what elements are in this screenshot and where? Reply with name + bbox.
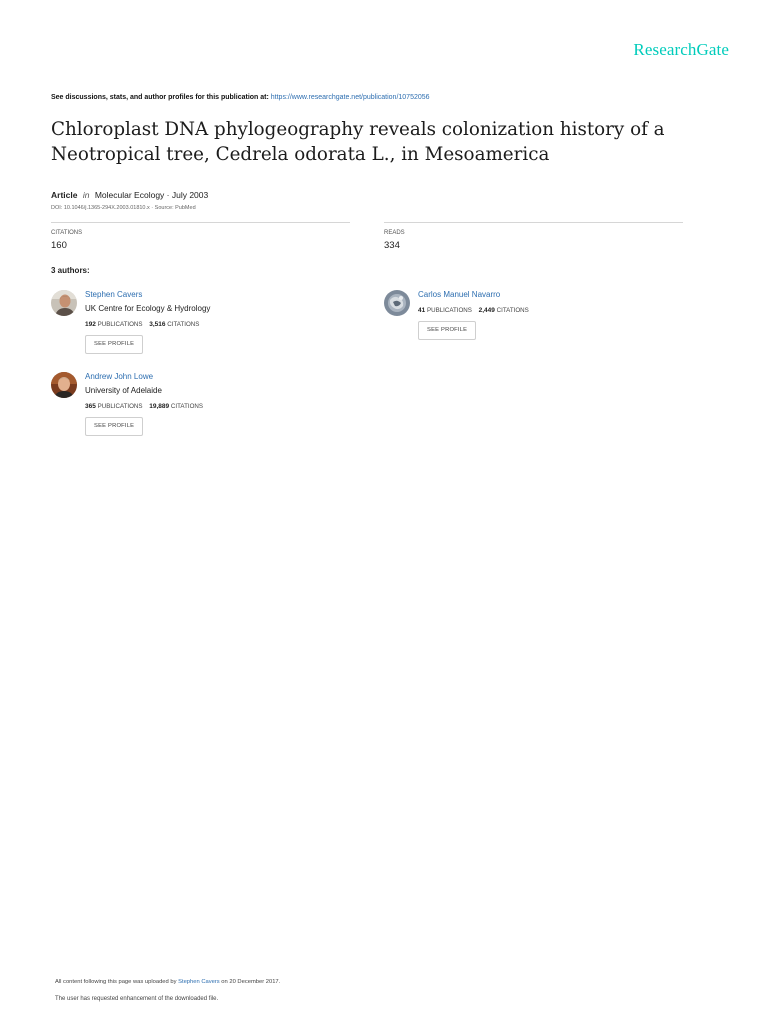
citations-label: CITATIONS: [167, 321, 200, 328]
publications-label: PUBLICATIONS: [97, 403, 143, 410]
citation-count: 2,449: [478, 307, 495, 314]
reads-label: READS: [384, 230, 405, 236]
publication-count: 41: [418, 307, 426, 314]
discussion-label: See discussions, stats, and author profiles for this publication at:: [51, 94, 271, 101]
reads-count: 334: [384, 240, 400, 251]
citation-count: 19,889: [149, 403, 170, 410]
upload-note: [55, 979, 280, 985]
avatar[interactable]: [51, 372, 77, 398]
author-info: [418, 290, 529, 340]
uploader-link[interactable]: Stephen Cavers: [178, 979, 220, 985]
publication-type: Article: [51, 190, 78, 200]
journal-date: Molecular Ecology · July 2003: [94, 190, 209, 200]
publication-count: 365: [85, 403, 96, 410]
citation-count: 3,516: [149, 321, 166, 328]
author-stats: [85, 320, 210, 329]
author-name[interactable]: Andrew John Lowe: [85, 372, 154, 381]
author-stats: [85, 402, 203, 411]
publication-title: Chloroplast DNA phylogeography reveals colonization history of a Neotropical tree, Cedrela odorata L., in Mesoamerica: [51, 119, 665, 165]
author-name[interactable]: Carlos Manuel Navarro: [418, 290, 501, 299]
upload-suffix: on 20 December 2017.: [219, 979, 281, 985]
publication-meta: [51, 190, 208, 200]
citations-divider: [51, 222, 350, 223]
see-profile-button[interactable]: SEE PROFILE: [85, 417, 143, 436]
author-name[interactable]: Stephen Cavers: [85, 290, 143, 299]
author-info: [85, 290, 210, 354]
citations-label: CITATIONS: [51, 230, 83, 236]
author-stats: [418, 306, 529, 315]
authors-heading: 3 authors:: [51, 266, 90, 275]
reads-divider: [384, 222, 683, 223]
citations-count: 160: [51, 240, 67, 251]
citations-label: CITATIONS: [170, 403, 203, 410]
author-institution: UK Centre for Ecology & Hydrology: [85, 304, 211, 313]
citations-label: CITATIONS: [496, 307, 529, 314]
publication-link[interactable]: https://www.researchgate.net/publication/10752056: [270, 94, 430, 101]
upload-prefix: All content following this page was uploaded by: [55, 979, 179, 985]
publications-label: PUBLICATIONS: [426, 307, 472, 314]
see-profile-button[interactable]: SEE PROFILE: [418, 321, 476, 340]
avatar[interactable]: [51, 290, 77, 316]
author-info: [85, 372, 203, 436]
enhancement-note: The user has requested enhancement of the downloaded file.: [55, 996, 219, 1002]
publications-label: PUBLICATIONS: [97, 321, 143, 328]
avatar[interactable]: [384, 290, 410, 316]
doi-source: DOI: 10.1046/j.1365-294X.2003.01810.x · Source: PubMed: [51, 205, 196, 211]
discussion-line: [51, 94, 430, 101]
see-profile-button[interactable]: SEE PROFILE: [85, 335, 143, 354]
in-label: in: [82, 190, 90, 200]
publication-count: 192: [85, 321, 96, 328]
researchgate-logo[interactable]: ResearchGate: [633, 40, 729, 59]
author-institution: University of Adelaide: [85, 386, 162, 395]
